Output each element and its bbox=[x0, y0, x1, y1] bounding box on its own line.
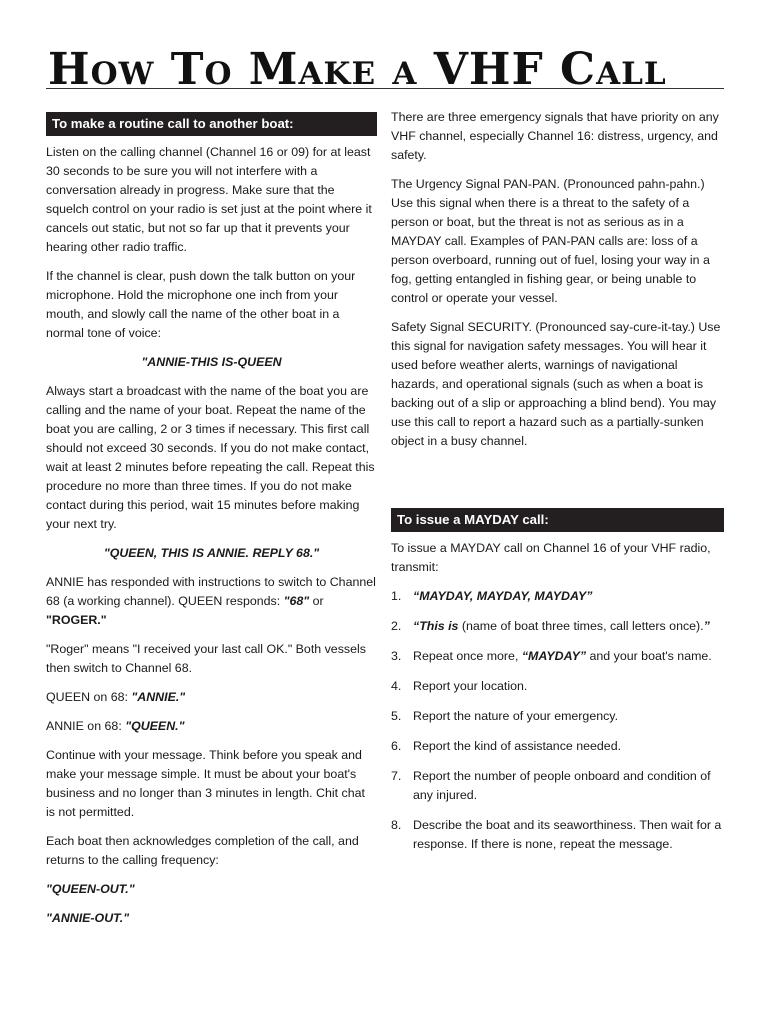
annie-out: "ANNIE-OUT." bbox=[46, 911, 130, 925]
list-item: 6. Report the kind of assistance needed. bbox=[391, 739, 622, 753]
list-item: 4. Report your location. bbox=[391, 679, 528, 693]
paragraph-annie-on-68: ANNIE on 68: "QUEEN." bbox=[46, 719, 185, 733]
right-column bbox=[391, 108, 724, 865]
mayday-steps bbox=[391, 587, 724, 854]
quote-queen-reply: "QUEEN, THIS IS ANNIE. REPLY 68." bbox=[103, 546, 320, 560]
paragraph-continue-message: Continue with your message. Think before you speak and make your message simple. It must be about your boat's business and no longer than 3 minutes in length. Chit chat is not permitted. bbox=[46, 748, 365, 819]
paragraph-roger-means: "Roger" means "I received your last call OK." Both vessels then switch to Channel 68. bbox=[46, 642, 366, 675]
queen-out: "QUEEN-OUT." bbox=[46, 882, 135, 896]
list-item: 2. “This is (name of boat three times, call letters once).” bbox=[391, 619, 710, 633]
paragraph-push-talk: If the channel is clear, push down the talk button on your microphone. Hold the microphone one inch from your mouth, and slowly call the name of the other boat in a normal tone of voice: bbox=[46, 269, 356, 340]
list-item: 7. Report the number of people onboard and condition of any injured. bbox=[391, 769, 711, 802]
left-column bbox=[46, 112, 377, 938]
paragraph-pan-pan: The Urgency Signal PAN-PAN. (Pronounced pahn-pahn.) Use this signal when there is a threat to the safety of a person or boat, but the threat is not as serious as in a MAYDAY call. Examples of PAN-PAN calls are: loss of a person overboard, running out of fuel, losing your way in a fog, getting entangled in fishing gear, or being unable to control or operate your vessel. bbox=[391, 177, 710, 305]
title-block bbox=[46, 44, 724, 95]
paragraph-emergency-signals: There are three emergency signals that have priority on any VHF channel, especially Channel 16: distress, urgency, and safety. bbox=[391, 110, 719, 162]
paragraph-mayday-intro: To issue a MAYDAY call on Channel 16 of your VHF radio, transmit: bbox=[391, 541, 711, 574]
list-item: 8. Describe the boat and its seaworthiness. Then wait for a response. If there is none, repeat the message. bbox=[391, 818, 722, 851]
quote-annie-this-is-queen: "ANNIE-THIS IS-QUEEN bbox=[141, 355, 282, 369]
routine-call-heading: To make a routine call to another boat: bbox=[46, 112, 377, 136]
spacer bbox=[391, 461, 724, 508]
page-title: How To Make a VHF Call bbox=[48, 44, 667, 95]
paragraph-listen: Listen on the calling channel (Channel 16 or 09) for at least 30 seconds to be sure you will not interfere with a conversation already in progress. Make sure that the squelch control on your radio is set just at the point where it cancels out static, but not so far up that it prevents your hearing other radio traffic. bbox=[46, 145, 372, 254]
mayday-heading: To issue a MAYDAY call: bbox=[391, 508, 724, 532]
paragraph-annie-responded: ANNIE has responded with instructions to switch to Channel 68 (a working channel). QUEEN responds: "68" or "ROGER." bbox=[46, 575, 376, 627]
paragraph-start-broadcast: Always start a broadcast with the name of the boat you are calling and the name of your boat. Repeat the name of the boat you are calling, 2 or 3 times if necessary. This first call should not exceed 30 seconds. If you do not make contact, wait at least 2 minutes before repeating the call. Repeat this procedure no more than three times. If you do not make contact during this period, wait 15 minutes before making your next try. bbox=[46, 384, 375, 531]
paragraph-acknowledge: Each boat then acknowledges completion of the call, and returns to the calling frequency: bbox=[46, 834, 359, 867]
list-item: 5. Report the nature of your emergency. bbox=[391, 709, 619, 723]
list-item: 1. “MAYDAY, MAYDAY, MAYDAY” bbox=[391, 589, 593, 603]
list-item: 3. Repeat once more, “MAYDAY” and your boat's name. bbox=[391, 649, 712, 663]
response-roger: "ROGER." bbox=[46, 613, 107, 627]
paragraph-queen-on-68: QUEEN on 68: "ANNIE." bbox=[46, 690, 186, 704]
response-68: "68" bbox=[283, 594, 310, 608]
paragraph-security: Safety Signal SECURITY. (Pronounced say-cure-it-tay.) Use this signal for navigation safety messages. You will hear it used before weather alerts, warnings of navigational hazards, and operational signals (such as when a boat is backing out of a slip or approaching a blind bend). You may use this call to report a hazard such as a partially-sunken object in a busy channel. bbox=[391, 320, 721, 448]
